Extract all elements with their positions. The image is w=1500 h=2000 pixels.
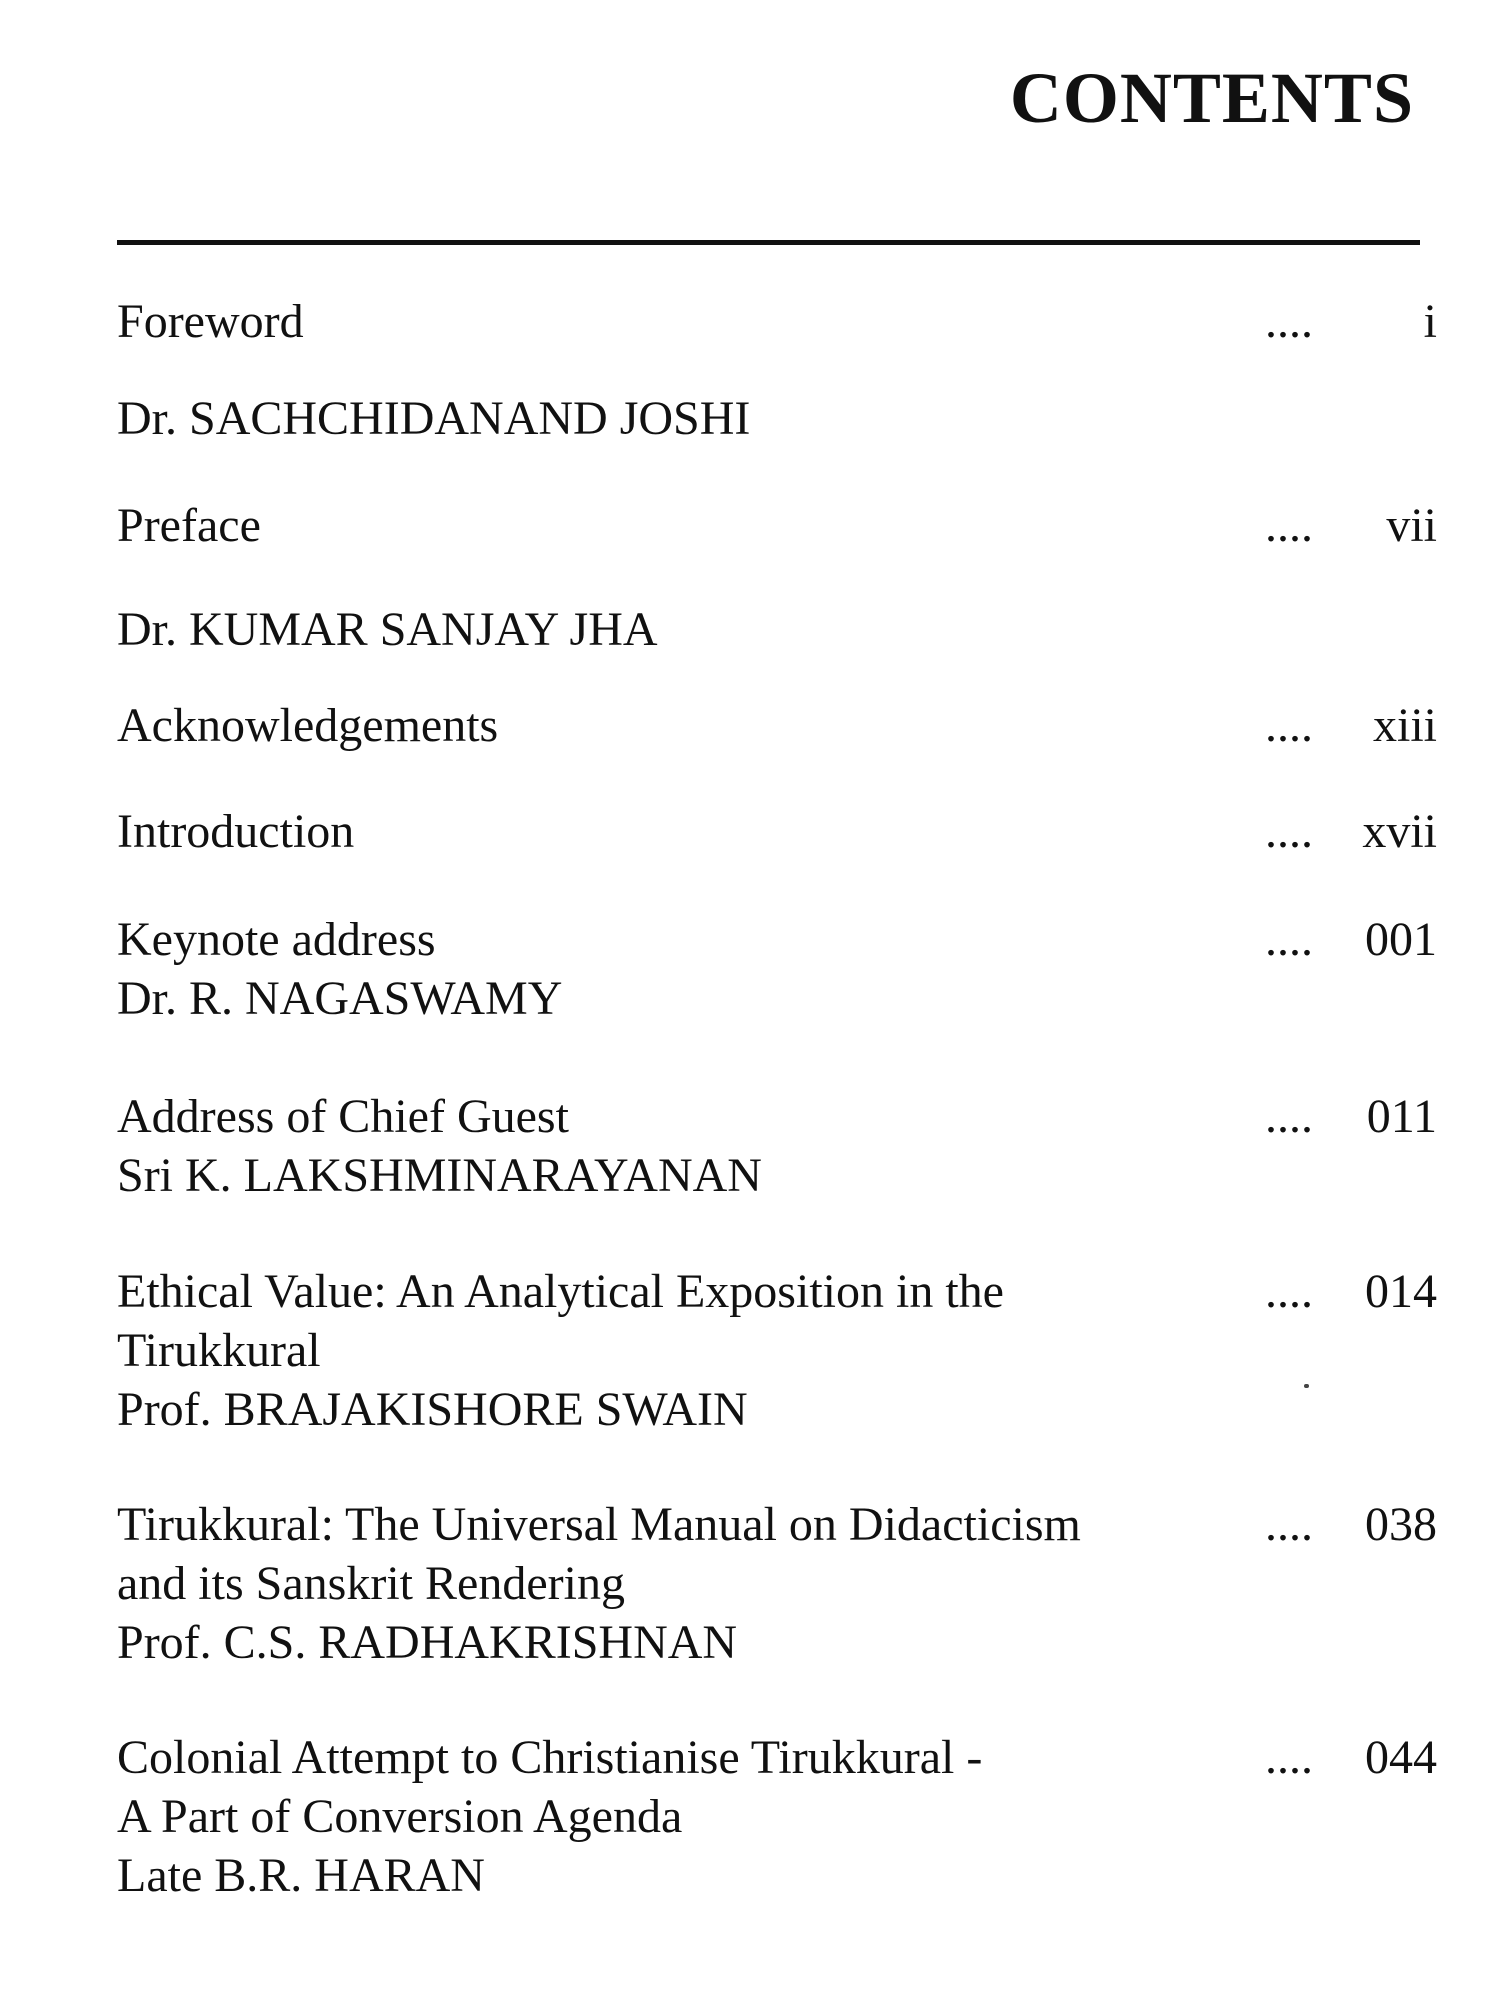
leader-dots: .... <box>1265 699 1313 752</box>
page-number: vii <box>1386 499 1437 552</box>
title-rule <box>117 240 1420 245</box>
entry-title-line-1: Colonial Attempt to Christianise Tirukkural - <box>117 1731 983 1784</box>
entry-title-line-2: Tirukkural <box>117 1324 321 1377</box>
entry-author: Prof. BRAJAKISHORE SWAIN <box>117 1383 748 1436</box>
entry-title-line-2: A Part of Conversion Agenda <box>117 1790 683 1843</box>
entry-title-line-1: Ethical Value: An Analytical Exposition in the <box>117 1265 1004 1318</box>
entry-author: Late B.R. HARAN <box>117 1849 485 1902</box>
page-number: 038 <box>1365 1498 1437 1551</box>
leader-dots: .... <box>1265 1731 1313 1784</box>
page-number: 011 <box>1366 1090 1437 1143</box>
print-speck <box>1304 1384 1309 1388</box>
page-number: i <box>1423 295 1437 348</box>
page-title: CONTENTS <box>1009 58 1414 138</box>
page-number: xvii <box>1362 805 1437 858</box>
entry-author: Prof. C.S. RADHAKRISHNAN <box>117 1616 738 1669</box>
page-number: xiii <box>1372 699 1437 752</box>
entry-title: Acknowledgements <box>117 699 499 752</box>
page-number: 001 <box>1365 913 1437 966</box>
entry-author: Sri K. LAKSHMINARAYANAN <box>117 1149 762 1202</box>
entry-title: Preface <box>117 499 261 552</box>
entry-title: Foreword <box>117 295 304 348</box>
leader-dots: .... <box>1265 295 1313 348</box>
entry-author: Dr. SACHCHIDANAND JOSHI <box>117 392 751 445</box>
leader-dots: .... <box>1265 913 1313 966</box>
entry-author: Dr. KUMAR SANJAY JHA <box>117 603 658 656</box>
leader-dots: .... <box>1265 1265 1313 1318</box>
entry-title-line-1: Tirukkural: The Universal Manual on Didacticism <box>117 1498 1081 1551</box>
leader-dots: .... <box>1265 499 1313 552</box>
entry-title: Introduction <box>117 805 355 858</box>
page-number: 044 <box>1365 1731 1437 1784</box>
leader-dots: .... <box>1265 805 1313 858</box>
entry-title: Keynote address <box>117 913 436 966</box>
leader-dots: .... <box>1265 1090 1313 1143</box>
entry-title: Address of Chief Guest <box>117 1090 569 1143</box>
entry-author: Dr. R. NAGASWAMY <box>117 972 563 1025</box>
leader-dots: .... <box>1265 1498 1313 1551</box>
page-number: 014 <box>1365 1265 1437 1318</box>
entry-title-line-2: and its Sanskrit Rendering <box>117 1557 625 1610</box>
